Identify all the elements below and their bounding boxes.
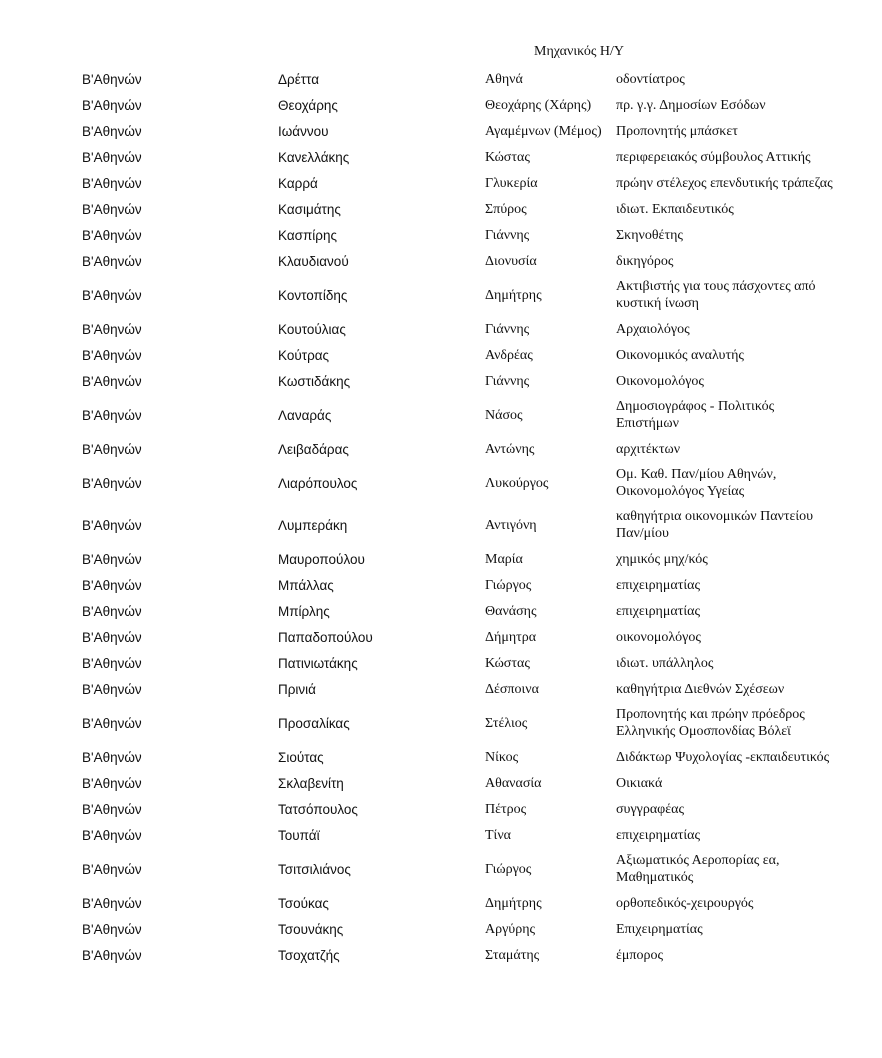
surname-cell: Θεοχάρης [278, 97, 338, 113]
surname-cell: Προσαλίκας [278, 715, 350, 731]
first-name-cell: Δημήτρης [485, 287, 542, 303]
occupation-cell [616, 118, 882, 144]
table-row [0, 796, 882, 822]
table-row [0, 144, 882, 170]
occupation-cell [616, 916, 882, 942]
occupation-line: Ομ. Καθ. Παν/μίου Αθηνών, [616, 467, 777, 482]
occupation-line: Αξιωματικός Αεροπορίας εα, [616, 853, 780, 868]
occupation-line: δικηγόρος [616, 253, 674, 269]
first-name-cell: Αθηνά [485, 71, 523, 87]
surname-cell: Κουτούλιας [278, 321, 346, 337]
first-name-cell: Διονυσία [485, 253, 537, 269]
district-cell: Β'Αθηνών [82, 97, 142, 113]
occupation-cell [616, 222, 882, 248]
district-cell: Β'Αθηνών [82, 475, 142, 491]
occupation-cell [616, 66, 882, 92]
occupation-cell [616, 822, 882, 848]
occupation-line: Οικονομικός αναλυτής [616, 347, 744, 363]
surname-cell: Μπίρλης [278, 603, 330, 619]
surname-cell: Τσούκας [278, 895, 329, 911]
first-name-cell: Θεοχάρης (Χάρης) [485, 97, 592, 113]
first-name-cell: Πέτρος [485, 801, 527, 817]
district-cell: Β'Αθηνών [82, 253, 142, 269]
table-row [0, 504, 882, 546]
first-name-cell: Μαρία [485, 551, 523, 567]
surname-cell: Ιωάννου [278, 123, 329, 139]
district-cell: Β'Αθηνών [82, 921, 142, 937]
occupation-line: Προπονητής και πρώην πρόεδρος [616, 707, 805, 722]
occupation-cell [616, 196, 882, 222]
table-row [0, 598, 882, 624]
occupation-cell [616, 248, 882, 274]
first-name-cell: Σπύρος [485, 201, 527, 217]
occupation-line: επιχειρηματίας [616, 603, 700, 619]
occupation-line: ιδιωτ. υπάλληλος [616, 655, 714, 671]
candidate-table [0, 66, 882, 968]
occupation-line: Παν/μίου [616, 526, 669, 541]
occupation-cell [616, 848, 882, 890]
district-cell: Β'Αθηνών [82, 801, 142, 817]
occupation-cell [616, 436, 882, 462]
district-cell: Β'Αθηνών [82, 71, 142, 87]
first-name-cell: Γιάννης [485, 321, 530, 337]
occupation-cell [616, 650, 882, 676]
occupation-cell [616, 394, 882, 436]
district-cell: Β'Αθηνών [82, 603, 142, 619]
occupation-line: επιχειρηματίας [616, 827, 700, 843]
district-cell: Β'Αθηνών [82, 517, 142, 533]
occupation-cell [616, 274, 882, 316]
surname-cell: Παπαδοπούλου [278, 629, 373, 645]
candidate-table-body [0, 66, 882, 968]
surname-cell: Τσοχατζής [278, 947, 340, 963]
table-row [0, 436, 882, 462]
table-row [0, 394, 882, 436]
table-row [0, 196, 882, 222]
surname-cell: Λυμπεράκη [278, 517, 348, 533]
occupation-line: περιφερειακός σύμβουλος Αττικής [616, 149, 811, 165]
table-row [0, 66, 882, 92]
surname-cell: Τατσόπουλος [278, 801, 358, 817]
table-row [0, 624, 882, 650]
first-name-cell: Λυκούργος [485, 475, 549, 491]
first-name-cell: Αργύρης [485, 921, 536, 937]
occupation-cell [616, 546, 882, 572]
first-name-cell: Κώστας [485, 149, 530, 165]
occupation-line: Μαθηματικός [616, 870, 694, 885]
first-name-cell: Κώστας [485, 655, 530, 671]
surname-cell: Λειβαδάρας [278, 441, 349, 457]
occupation-cell [616, 144, 882, 170]
first-name-cell: Νίκος [485, 749, 519, 765]
table-row [0, 462, 882, 504]
table-row [0, 650, 882, 676]
district-cell: Β'Αθηνών [82, 947, 142, 963]
occupation-cell [616, 890, 882, 916]
occupation-cell [616, 702, 882, 744]
occupation-line: καθηγήτρια Διεθνών Σχέσεων [616, 681, 785, 697]
first-name-cell: Αθανασία [485, 775, 542, 791]
occupation-cell [616, 92, 882, 118]
first-name-cell: Δήμητρα [485, 629, 537, 645]
district-cell: Β'Αθηνών [82, 347, 142, 363]
surname-cell: Κούτρας [278, 347, 330, 363]
first-name-cell: Θανάσης [485, 603, 537, 619]
table-row [0, 316, 882, 342]
occupation-line: Οικονομολόγος Υγείας [616, 484, 745, 499]
first-name-cell: Δέσποινα [485, 681, 539, 697]
district-cell: Β'Αθηνών [82, 775, 142, 791]
occupation-cell [616, 504, 882, 546]
table-row [0, 676, 882, 702]
first-name-cell: Σταμάτης [485, 947, 540, 963]
first-name-cell: Στέλιος [485, 715, 528, 731]
first-name-cell: Αντώνης [485, 441, 535, 457]
table-row [0, 118, 882, 144]
district-cell: Β'Αθηνών [82, 895, 142, 911]
first-name-cell: Αγαμέμνων (Μέμος) [485, 123, 602, 139]
table-row [0, 848, 882, 890]
district-cell: Β'Αθηνών [82, 321, 142, 337]
occupation-cell [616, 676, 882, 702]
occupation-line: συγγραφέας [616, 801, 685, 817]
first-name-cell: Γιώργος [485, 577, 532, 593]
table-row [0, 546, 882, 572]
occupation-line: Αρχαιολόγος [616, 321, 690, 337]
first-name-cell: Γιάννης [485, 373, 530, 389]
district-cell: Β'Αθηνών [82, 827, 142, 843]
table-row [0, 342, 882, 368]
first-name-cell: Γλυκερία [485, 175, 538, 191]
district-cell: Β'Αθηνών [82, 201, 142, 217]
occupation-cell [616, 624, 882, 650]
occupation-cell [616, 316, 882, 342]
occupation-line: Σκηνοθέτης [616, 227, 683, 243]
occupation-cell [616, 796, 882, 822]
table-row [0, 170, 882, 196]
district-cell: Β'Αθηνών [82, 629, 142, 645]
occupation-line: Οικονομολόγος [616, 373, 704, 389]
surname-cell: Τουπάϊ [278, 827, 320, 843]
occupation-line: Επιχειρηματίας [616, 921, 703, 937]
surname-cell: Κασπίρης [278, 227, 337, 243]
table-row [0, 92, 882, 118]
occupation-line: Επιστήμων [616, 416, 679, 431]
surname-cell: Τσιτσιλιάνος [278, 861, 351, 877]
district-cell: Β'Αθηνών [82, 441, 142, 457]
first-name-cell: Νάσος [485, 407, 523, 423]
occupation-line: αρχιτέκτων [616, 441, 681, 457]
table-row [0, 942, 882, 968]
table-row [0, 702, 882, 744]
occupation-cell [616, 770, 882, 796]
first-name-cell: Γιάννης [485, 227, 530, 243]
occupation-line: έμπορος [616, 947, 663, 963]
occupation-cell [616, 598, 882, 624]
district-cell: Β'Αθηνών [82, 287, 142, 303]
table-row [0, 744, 882, 770]
district-cell: Β'Αθηνών [82, 123, 142, 139]
occupation-cell [616, 170, 882, 196]
table-row [0, 572, 882, 598]
district-cell: Β'Αθηνών [82, 373, 142, 389]
surname-cell: Σιούτας [278, 749, 324, 765]
table-row [0, 248, 882, 274]
occupation-line: Ελληνικής Ομοσπονδίας Βόλεϊ [616, 724, 791, 739]
surname-cell: Πατινιωτάκης [278, 655, 358, 671]
occupation-cell [616, 462, 882, 504]
surname-cell: Λαναράς [278, 407, 332, 423]
occupation-line: κυστική ίνωση [616, 296, 699, 311]
surname-cell: Πρινιά [278, 681, 316, 697]
occupation-line: Ακτιβιστής για τους πάσχοντες από [616, 279, 816, 294]
surname-cell: Κασιμάτης [278, 201, 341, 217]
table-row [0, 274, 882, 316]
occupation-cell [616, 942, 882, 968]
occupation-line: ορθοπεδικός-χειρουργός [616, 895, 754, 911]
occupation-cell [616, 342, 882, 368]
occupation-line: Οικιακά [616, 775, 663, 791]
occupation-line: χημικός μηχ/κός [616, 551, 708, 567]
table-row [0, 890, 882, 916]
district-cell: Β'Αθηνών [82, 749, 142, 765]
table-row [0, 368, 882, 394]
district-cell: Β'Αθηνών [82, 655, 142, 671]
surname-cell: Κοντοπίδης [278, 287, 348, 303]
table-row [0, 770, 882, 796]
first-name-cell: Τίνα [485, 827, 511, 843]
occupation-line: καθηγήτρια οικονομικών Παντείου [616, 509, 814, 524]
surname-cell: Λιαρόπουλος [278, 475, 358, 491]
occupation-line: Διδάκτωρ Ψυχολογίας -εκπαιδευτικός [616, 749, 830, 765]
district-cell: Β'Αθηνών [82, 681, 142, 697]
first-name-cell: Ανδρέας [485, 347, 533, 363]
occupation-line: Δημοσιογράφος - Πολιτικός [616, 399, 775, 414]
surname-cell: Κωστιδάκης [278, 373, 351, 389]
district-cell: Β'Αθηνών [82, 407, 142, 423]
occupation-line: οικονομολόγος [616, 629, 701, 645]
table-row [0, 822, 882, 848]
surname-cell: Σκλαβενίτη [278, 775, 344, 791]
district-cell: Β'Αθηνών [82, 227, 142, 243]
table-row [0, 222, 882, 248]
first-name-cell: Αντιγόνη [485, 517, 537, 533]
occupation-line: οδοντίατρος [616, 71, 685, 87]
occupation-cell [616, 572, 882, 598]
occupation-line: επιχειρηματίας [616, 577, 700, 593]
district-cell: Β'Αθηνών [82, 175, 142, 191]
table-row [0, 916, 882, 942]
district-cell: Β'Αθηνών [82, 551, 142, 567]
occupation-line: πρ. γ.γ. Δημοσίων Εσόδων [616, 97, 766, 113]
occupation-line: Προπονητής μπάσκετ [616, 123, 738, 139]
first-name-cell: Γιώργος [485, 861, 532, 877]
district-cell: Β'Αθηνών [82, 715, 142, 731]
district-cell: Β'Αθηνών [82, 149, 142, 165]
occupation-line: ιδιωτ. Εκπαιδευτικός [616, 201, 734, 217]
surname-cell: Μπάλλας [278, 577, 334, 593]
surname-cell: Κανελλάκης [278, 149, 350, 165]
continued-occupation: Μηχανικός Η/Υ [534, 44, 625, 59]
occupation-cell [616, 744, 882, 770]
surname-cell: Τσουνάκης [278, 921, 344, 937]
surname-cell: Μαυροπούλου [278, 551, 365, 567]
first-name-cell: Δημήτρης [485, 895, 542, 911]
surname-cell: Δρέττα [278, 71, 319, 87]
occupation-cell [616, 368, 882, 394]
surname-cell: Κλαυδιανού [278, 253, 349, 269]
district-cell: Β'Αθηνών [82, 577, 142, 593]
surname-cell: Καρρά [278, 175, 318, 191]
district-cell: Β'Αθηνών [82, 861, 142, 877]
occupation-line: πρώην στέλεχος επενδυτικής τράπεζας [616, 175, 833, 191]
